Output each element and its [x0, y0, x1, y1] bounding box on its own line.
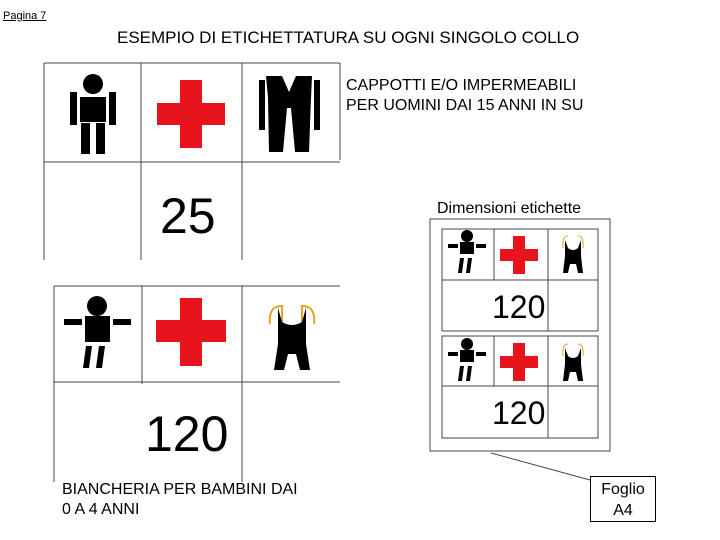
sheet-size-box — [590, 476, 656, 522]
child-icon — [448, 230, 486, 273]
coats-size-number: 25 — [160, 188, 216, 244]
pointer-line — [491, 453, 590, 480]
children-size-number: 120 — [145, 406, 229, 462]
red-cross-icon — [500, 343, 538, 381]
small-label-1-size: 120 — [492, 289, 546, 325]
sheet-size-text: Foglio A4 — [601, 481, 645, 519]
bodysuit-icon — [563, 236, 583, 273]
page-number: Pagina 7 — [3, 10, 47, 22]
red-cross-icon — [156, 298, 226, 366]
red-cross-icon — [500, 236, 538, 274]
red-cross-icon — [157, 80, 225, 148]
dimensions-title: Dimensioni etichette — [437, 200, 582, 217]
children-description: BIANCHERIA PER BAMBINI DAI 0 A 4 ANNI — [62, 481, 298, 518]
bodysuit-icon — [563, 344, 583, 381]
child-icon — [64, 296, 131, 368]
man-icon — [70, 74, 116, 154]
child-icon — [448, 338, 486, 381]
coats-description: CAPPOTTI E/O IMPERMEABILI PER UOMINI DAI 15 ANNI IN SU — [346, 77, 584, 114]
bodysuit-icon — [270, 306, 315, 370]
coat-icon — [259, 76, 320, 152]
small-label-2-size: 120 — [492, 395, 546, 431]
page-title: ESEMPIO DI ETICHETTATURA SU OGNI SINGOLO COLLO — [117, 28, 580, 47]
